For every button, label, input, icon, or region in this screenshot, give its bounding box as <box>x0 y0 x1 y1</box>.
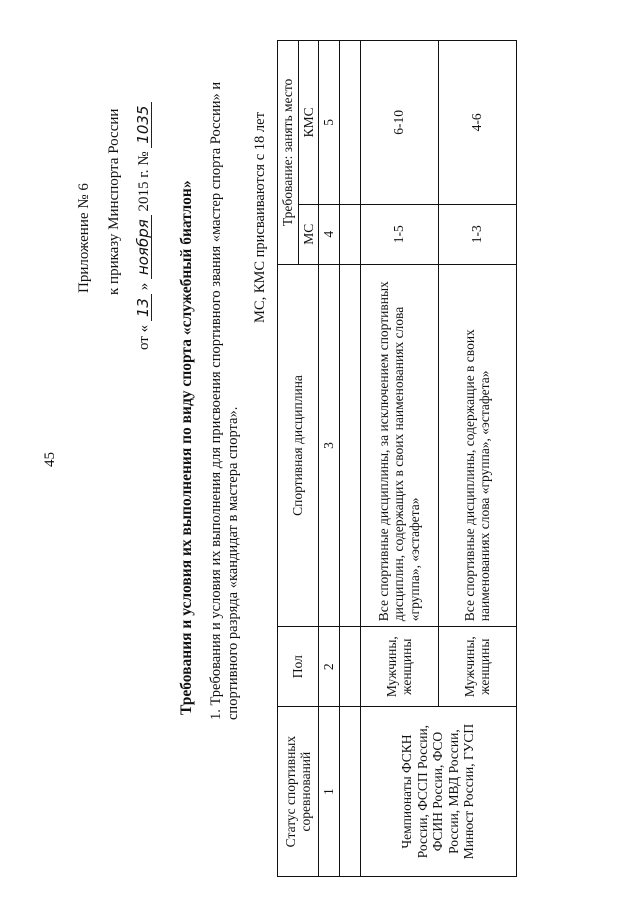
order-from-label: от « <box>136 324 152 350</box>
order-day-handwritten: 13 <box>135 294 152 321</box>
header-status: Статус спортивных соревнований <box>278 707 319 877</box>
col-number: 5 <box>319 41 340 205</box>
order-date-line <box>135 102 153 350</box>
kms-place-cell: 6-10 <box>360 41 438 205</box>
table-row <box>360 41 438 877</box>
col-number: 2 <box>319 627 340 707</box>
kms-place-cell: 4-6 <box>438 41 516 205</box>
ms-place-cell: 1-5 <box>360 204 438 264</box>
col-number: 1 <box>319 707 340 877</box>
ms-place-cell: 1-3 <box>438 204 516 264</box>
column-number-row <box>319 41 340 877</box>
order-reference: к приказу Минспорта России <box>106 108 122 295</box>
requirements-table <box>277 40 517 877</box>
age-note: МС, КМС присваиваются с 18 лет <box>252 112 268 323</box>
order-quote-close: » <box>136 282 152 291</box>
header-discipline: Спортивная дисциплина <box>278 264 319 626</box>
spacer-row <box>339 41 360 877</box>
header-kms: КМС <box>298 41 319 205</box>
order-number-handwritten: 1035 <box>135 102 152 148</box>
status-cell: Чемпионаты ФСКН России, ФССП России, ФСИН России, ФСО России, МВД России, Минюст России, ГУСП <box>360 707 516 877</box>
intro-paragraph: 1. Требования и условия их выполнения для присвоения спортивного звания «мастер спорта России» и спортивного разряда «кандидат в мастера спорта». <box>208 81 241 720</box>
header-requirement: Требование: занять место <box>278 41 299 265</box>
gender-cell: Мужчины, женщины <box>438 627 516 707</box>
col-number: 3 <box>319 264 340 626</box>
discipline-cell: Все спортивные дисциплины, за исключением спортивных дисциплин, содержащих в своих наименованиях слова «группа», «эстафета» <box>360 264 438 626</box>
header-ms: МС <box>298 204 319 264</box>
table-header-row <box>278 41 299 877</box>
gender-cell: Мужчины, женщины <box>360 627 438 707</box>
col-number: 4 <box>319 204 340 264</box>
page-number: 45 <box>42 452 58 467</box>
order-month-handwritten: ноября <box>135 215 152 279</box>
document-title: Требования и условия их выполнения по виду спорта «служебный биатлон» <box>178 180 195 715</box>
order-year-label: 2015 г. № <box>136 151 152 212</box>
appendix-label: Приложение № 6 <box>76 183 92 293</box>
header-gender: Пол <box>278 627 319 707</box>
discipline-cell: Все спортивные дисциплины, содержащие в своих наименованиях слова «группа», «эстафета» <box>438 264 516 626</box>
